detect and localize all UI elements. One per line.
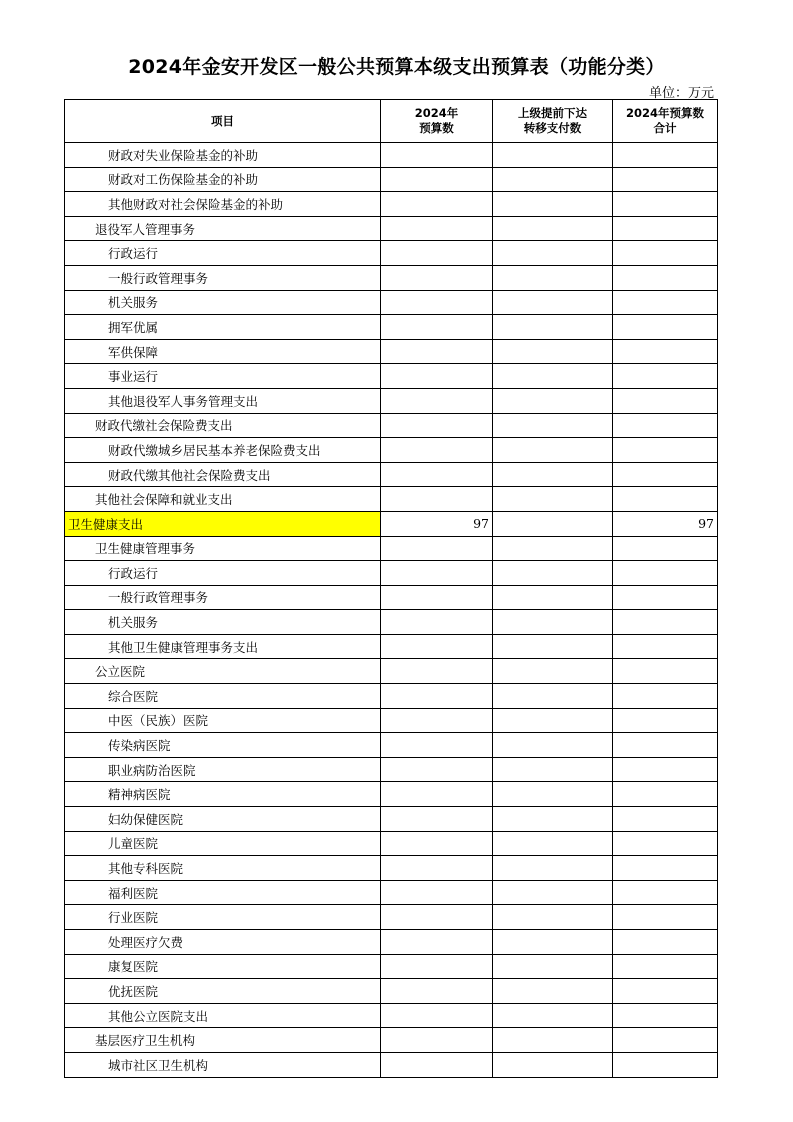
row-total-value	[613, 413, 718, 438]
row-item-name: 财政对工伤保险基金的补助	[65, 167, 381, 192]
column-header-label: 上级提前下达 转移支付数	[518, 106, 587, 135]
row-budget-value	[381, 241, 493, 266]
table-row	[65, 610, 718, 635]
table-row	[65, 807, 718, 832]
column-header-label: 2024年预算数 合计	[625, 106, 704, 135]
row-item-name: 财政对失业保险基金的补助	[65, 143, 381, 168]
row-item-name: 优抚医院	[65, 979, 381, 1004]
row-budget-value	[381, 388, 493, 413]
table-row	[65, 290, 718, 315]
row-budget-value	[381, 339, 493, 364]
table-row	[65, 979, 718, 1004]
row-item-name: 精神病医院	[65, 782, 381, 807]
table-row	[65, 880, 718, 905]
row-budget-value: 97	[381, 511, 493, 536]
table-row	[65, 536, 718, 561]
row-transfer-value	[493, 241, 613, 266]
row-transfer-value	[493, 561, 613, 586]
row-total-value	[613, 585, 718, 610]
table-row	[65, 143, 718, 168]
row-transfer-value	[493, 339, 613, 364]
row-item-name: 机关服务	[65, 610, 381, 635]
row-budget-value	[381, 167, 493, 192]
row-transfer-value	[493, 782, 613, 807]
row-budget-value	[381, 856, 493, 881]
row-budget-value	[381, 807, 493, 832]
row-total-value	[613, 265, 718, 290]
row-total-value	[613, 807, 718, 832]
table-row	[65, 487, 718, 512]
row-total-value	[613, 1028, 718, 1053]
table-row	[65, 167, 718, 192]
row-budget-value	[381, 905, 493, 930]
row-total-value	[613, 192, 718, 217]
row-transfer-value	[493, 905, 613, 930]
row-item-name: 基层医疗卫生机构	[65, 1028, 381, 1053]
row-budget-value	[381, 1003, 493, 1028]
row-total-value	[613, 487, 718, 512]
row-total-value	[613, 954, 718, 979]
table-row	[65, 659, 718, 684]
row-budget-value	[381, 143, 493, 168]
row-transfer-value	[493, 413, 613, 438]
row-total-value	[613, 782, 718, 807]
table-row	[65, 954, 718, 979]
row-item-name: 其他退役军人事务管理支出	[65, 388, 381, 413]
row-item-name: 行政运行	[65, 561, 381, 586]
row-transfer-value	[493, 659, 613, 684]
row-total-value	[613, 856, 718, 881]
row-transfer-value	[493, 192, 613, 217]
row-total-value	[613, 339, 718, 364]
table-header-row	[65, 100, 718, 143]
row-budget-value	[381, 265, 493, 290]
table-row	[65, 216, 718, 241]
row-item-name: 拥军优属	[65, 315, 381, 340]
row-transfer-value	[493, 807, 613, 832]
row-item-name: 其他公立医院支出	[65, 1003, 381, 1028]
row-item-name: 职业病防治医院	[65, 757, 381, 782]
row-transfer-value	[493, 487, 613, 512]
row-budget-value	[381, 880, 493, 905]
row-transfer-value	[493, 265, 613, 290]
row-transfer-value	[493, 438, 613, 463]
row-transfer-value	[493, 930, 613, 955]
row-total-value	[613, 561, 718, 586]
row-total-value	[613, 905, 718, 930]
row-transfer-value	[493, 880, 613, 905]
row-item-name: 事业运行	[65, 364, 381, 389]
row-item-name: 行业医院	[65, 905, 381, 930]
row-item-name: 妇幼保健医院	[65, 807, 381, 832]
unit-label: 单位：万元	[648, 86, 714, 101]
row-item-name: 机关服务	[65, 290, 381, 315]
row-total-value	[613, 610, 718, 635]
row-item-name: 卫生健康支出	[65, 511, 381, 536]
row-transfer-value	[493, 634, 613, 659]
row-total-value	[613, 462, 718, 487]
row-total-value	[613, 290, 718, 315]
page-title: 2024年金安开发区一般公共预算本级支出预算表（功能分类）	[128, 56, 665, 78]
row-transfer-value	[493, 290, 613, 315]
column-header-transfer	[493, 100, 613, 143]
row-budget-value	[381, 364, 493, 389]
table-row	[65, 265, 718, 290]
table-row	[65, 438, 718, 463]
row-total-value	[613, 659, 718, 684]
row-total-value	[613, 880, 718, 905]
row-budget-value	[381, 610, 493, 635]
row-budget-value	[381, 1052, 493, 1077]
row-total-value	[613, 438, 718, 463]
table-row	[65, 634, 718, 659]
row-budget-value	[381, 1028, 493, 1053]
row-item-name: 处理医疗欠费	[65, 930, 381, 955]
row-item-name: 康复医院	[65, 954, 381, 979]
row-budget-value	[381, 979, 493, 1004]
table-row	[65, 930, 718, 955]
row-total-value	[613, 708, 718, 733]
row-transfer-value	[493, 585, 613, 610]
row-transfer-value	[493, 610, 613, 635]
row-total-value	[613, 364, 718, 389]
row-total-value	[613, 143, 718, 168]
row-transfer-value	[493, 1003, 613, 1028]
row-total-value: 97	[613, 511, 718, 536]
row-total-value	[613, 241, 718, 266]
table-row	[65, 388, 718, 413]
row-total-value	[613, 1052, 718, 1077]
row-transfer-value	[493, 1052, 613, 1077]
row-item-name: 综合医院	[65, 684, 381, 709]
row-budget-value	[381, 954, 493, 979]
row-item-name: 其他卫生健康管理事务支出	[65, 634, 381, 659]
row-transfer-value	[493, 536, 613, 561]
row-transfer-value	[493, 462, 613, 487]
row-total-value	[613, 831, 718, 856]
row-item-name: 中医（民族）医院	[65, 708, 381, 733]
row-item-name: 一般行政管理事务	[65, 585, 381, 610]
row-item-name: 财政代缴社会保险费支出	[65, 413, 381, 438]
row-item-name: 一般行政管理事务	[65, 265, 381, 290]
column-header-budget	[381, 100, 493, 143]
table-row	[65, 782, 718, 807]
row-transfer-value	[493, 979, 613, 1004]
table-row	[65, 315, 718, 340]
row-item-name: 公立医院	[65, 659, 381, 684]
row-transfer-value	[493, 831, 613, 856]
row-item-name: 行政运行	[65, 241, 381, 266]
row-transfer-value	[493, 856, 613, 881]
table-row	[65, 241, 718, 266]
table-row	[65, 462, 718, 487]
table-row	[65, 831, 718, 856]
column-header-label: 项目	[211, 113, 234, 128]
table-row	[65, 733, 718, 758]
row-budget-value	[381, 315, 493, 340]
row-item-name: 其他专科医院	[65, 856, 381, 881]
row-budget-value	[381, 585, 493, 610]
column-header-total	[613, 100, 718, 143]
table-row	[65, 708, 718, 733]
row-item-name: 财政代缴其他社会保险费支出	[65, 462, 381, 487]
row-budget-value	[381, 634, 493, 659]
row-item-name: 儿童医院	[65, 831, 381, 856]
row-budget-value	[381, 487, 493, 512]
row-total-value	[613, 757, 718, 782]
row-transfer-value	[493, 684, 613, 709]
row-budget-value	[381, 757, 493, 782]
row-item-name: 退役军人管理事务	[65, 216, 381, 241]
row-item-name: 卫生健康管理事务	[65, 536, 381, 561]
row-transfer-value	[493, 511, 613, 536]
row-budget-value	[381, 462, 493, 487]
row-transfer-value	[493, 757, 613, 782]
table-row	[65, 1003, 718, 1028]
row-item-name: 其他社会保障和就业支出	[65, 487, 381, 512]
row-total-value	[613, 536, 718, 561]
row-budget-value	[381, 192, 493, 217]
row-total-value	[613, 167, 718, 192]
row-budget-value	[381, 536, 493, 561]
row-budget-value	[381, 438, 493, 463]
row-budget-value	[381, 708, 493, 733]
row-item-name: 福利医院	[65, 880, 381, 905]
row-transfer-value	[493, 388, 613, 413]
row-item-name: 传染病医院	[65, 733, 381, 758]
table-row	[65, 1052, 718, 1077]
row-transfer-value	[493, 364, 613, 389]
row-total-value	[613, 1003, 718, 1028]
row-total-value	[613, 930, 718, 955]
table-row	[65, 684, 718, 709]
row-budget-value	[381, 930, 493, 955]
row-total-value	[613, 634, 718, 659]
table-row	[65, 585, 718, 610]
row-budget-value	[381, 782, 493, 807]
column-header-item	[65, 100, 381, 143]
row-total-value	[613, 733, 718, 758]
row-total-value	[613, 684, 718, 709]
table-row	[65, 561, 718, 586]
row-item-name: 财政代缴城乡居民基本养老保险费支出	[65, 438, 381, 463]
row-item-name: 其他财政对社会保险基金的补助	[65, 192, 381, 217]
table-row	[65, 1028, 718, 1053]
table-body	[65, 143, 718, 1078]
row-transfer-value	[493, 1028, 613, 1053]
table-row	[65, 413, 718, 438]
table-row	[65, 192, 718, 217]
table-row	[65, 757, 718, 782]
table-row	[65, 856, 718, 881]
row-budget-value	[381, 216, 493, 241]
row-budget-value	[381, 733, 493, 758]
budget-table	[64, 99, 718, 1078]
row-transfer-value	[493, 954, 613, 979]
row-transfer-value	[493, 315, 613, 340]
row-total-value	[613, 388, 718, 413]
row-budget-value	[381, 561, 493, 586]
row-total-value	[613, 315, 718, 340]
row-total-value	[613, 216, 718, 241]
table-row	[65, 364, 718, 389]
row-item-name: 军供保障	[65, 339, 381, 364]
row-transfer-value	[493, 216, 613, 241]
table-row	[65, 905, 718, 930]
row-budget-value	[381, 831, 493, 856]
row-transfer-value	[493, 733, 613, 758]
row-budget-value	[381, 659, 493, 684]
row-budget-value	[381, 413, 493, 438]
table-row	[65, 511, 718, 536]
row-budget-value	[381, 290, 493, 315]
row-transfer-value	[493, 167, 613, 192]
row-total-value	[613, 979, 718, 1004]
column-header-label: 2024年 预算数	[414, 106, 459, 135]
table-row	[65, 339, 718, 364]
row-transfer-value	[493, 143, 613, 168]
row-budget-value	[381, 684, 493, 709]
row-item-name: 城市社区卫生机构	[65, 1052, 381, 1077]
row-transfer-value	[493, 708, 613, 733]
